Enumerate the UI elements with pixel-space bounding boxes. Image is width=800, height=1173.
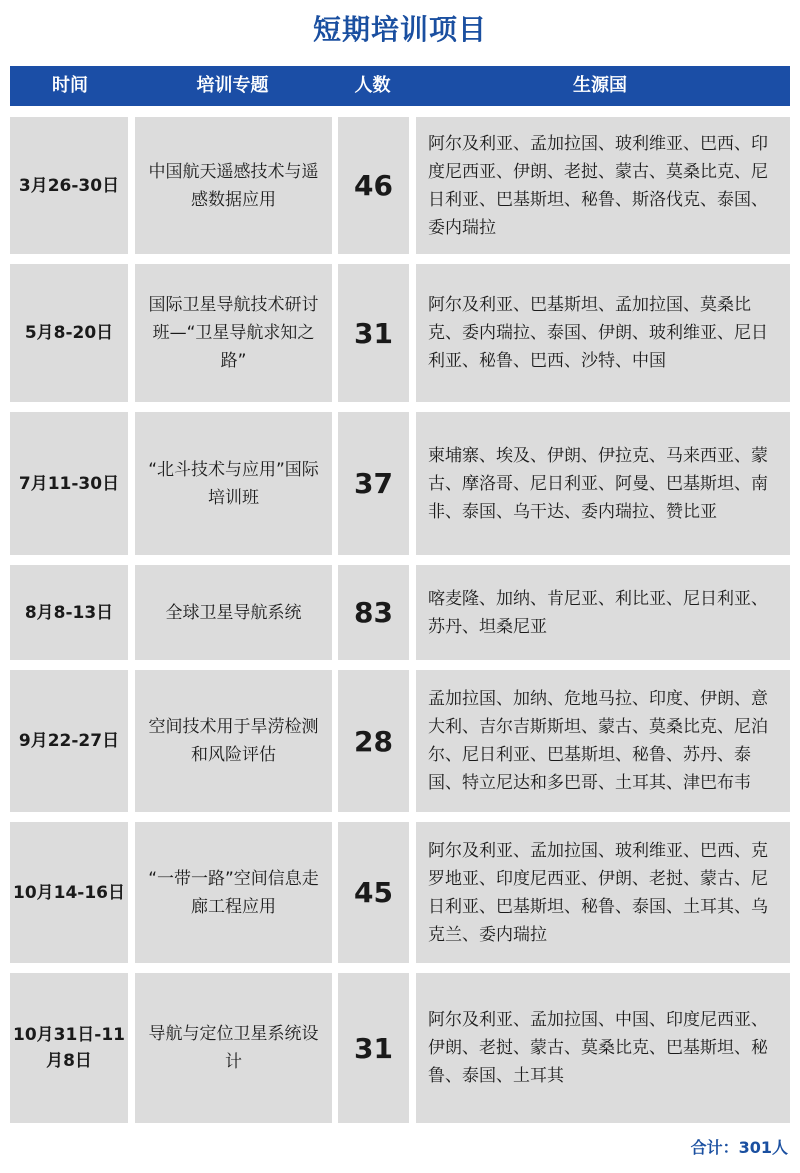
cell-count: 83 (338, 565, 409, 660)
cell-origin: 阿尔及利亚、巴基斯坦、孟加拉国、莫桑比克、委内瑞拉、泰国、伊朗、玻利维亚、尼日利亚、秘鲁、巴西、沙特、中国 (416, 264, 790, 402)
table-row (10, 117, 790, 264)
table-row (10, 670, 790, 822)
table-row (10, 973, 790, 1133)
table-row (10, 822, 790, 973)
table-row (10, 264, 790, 412)
table-body (10, 117, 790, 1133)
cell-origin: 柬埔寨、埃及、伊朗、伊拉克、马来西亚、蒙古、摩洛哥、尼日利亚、阿曼、巴基斯坦、南非、泰国、乌干达、委内瑞拉、赞比亚 (416, 412, 790, 555)
cell-count: 46 (338, 117, 409, 254)
cell-topic: 全球卫星导航系统 (135, 565, 332, 660)
cell-time: 9月22-27日 (10, 670, 128, 812)
header-origin: 生源国 (573, 75, 627, 96)
cell-topic: “一带一路”空间信息走廊工程应用 (135, 822, 332, 963)
cell-topic: 中国航天遥感技术与遥感数据应用 (135, 117, 332, 254)
cell-count: 31 (338, 973, 409, 1123)
cell-count: 28 (338, 670, 409, 812)
cell-topic: 导航与定位卫星系统设计 (135, 973, 332, 1123)
cell-count: 31 (338, 264, 409, 402)
header-time: 时间 (52, 75, 88, 96)
cell-count: 37 (338, 412, 409, 555)
cell-topic: “北斗技术与应用”国际培训班 (135, 412, 332, 555)
cell-time: 3月26-30日 (10, 117, 128, 254)
table-row (10, 412, 790, 565)
cell-time: 10月31日-11月8日 (10, 973, 128, 1123)
cell-topic: 国际卫星导航技术研讨班—“卫星导航求知之路” (135, 264, 332, 402)
page-title: 短期培训项目 (312, 13, 487, 46)
cell-origin: 喀麦隆、加纳、肯尼亚、利比亚、尼日利亚、苏丹、坦桑尼亚 (416, 565, 790, 660)
cell-origin: 阿尔及利亚、孟加拉国、中国、印度尼西亚、伊朗、老挝、蒙古、莫桑比克、巴基斯坦、秘鲁、泰国、土耳其 (416, 973, 790, 1123)
cell-time: 8月8-13日 (10, 565, 128, 660)
cell-origin: 孟加拉国、加纳、危地马拉、印度、伊朗、意大利、吉尔吉斯斯坦、蒙古、莫桑比克、尼泊尔、尼日利亚、巴基斯坦、秘鲁、苏丹、泰国、特立尼达和多巴哥、土耳其、津巴布韦 (416, 670, 790, 812)
cell-count: 45 (338, 822, 409, 963)
table-row (10, 565, 790, 670)
cell-time: 10月14-16日 (10, 822, 128, 963)
header-count: 人数 (354, 75, 391, 96)
cell-origin: 阿尔及利亚、孟加拉国、玻利维亚、巴西、克罗地亚、印度尼西亚、伊朗、老挝、蒙古、尼日利亚、巴基斯坦、秘鲁、泰国、土耳其、乌克兰、委内瑞拉 (416, 822, 790, 963)
cell-origin: 阿尔及利亚、孟加拉国、玻利维亚、巴西、印度尼西亚、伊朗、老挝、蒙古、莫桑比克、尼日利亚、巴基斯坦、秘鲁、斯洛伐克、泰国、委内瑞拉 (416, 117, 790, 254)
header-topic: 培训专题 (196, 75, 269, 96)
cell-time: 5月8-20日 (10, 264, 128, 402)
cell-topic: 空间技术用于旱涝检测和风险评估 (135, 670, 332, 812)
cell-time: 7月11-30日 (10, 412, 128, 555)
total-count: 合计：301人 (690, 1138, 788, 1157)
table-header (10, 66, 790, 106)
